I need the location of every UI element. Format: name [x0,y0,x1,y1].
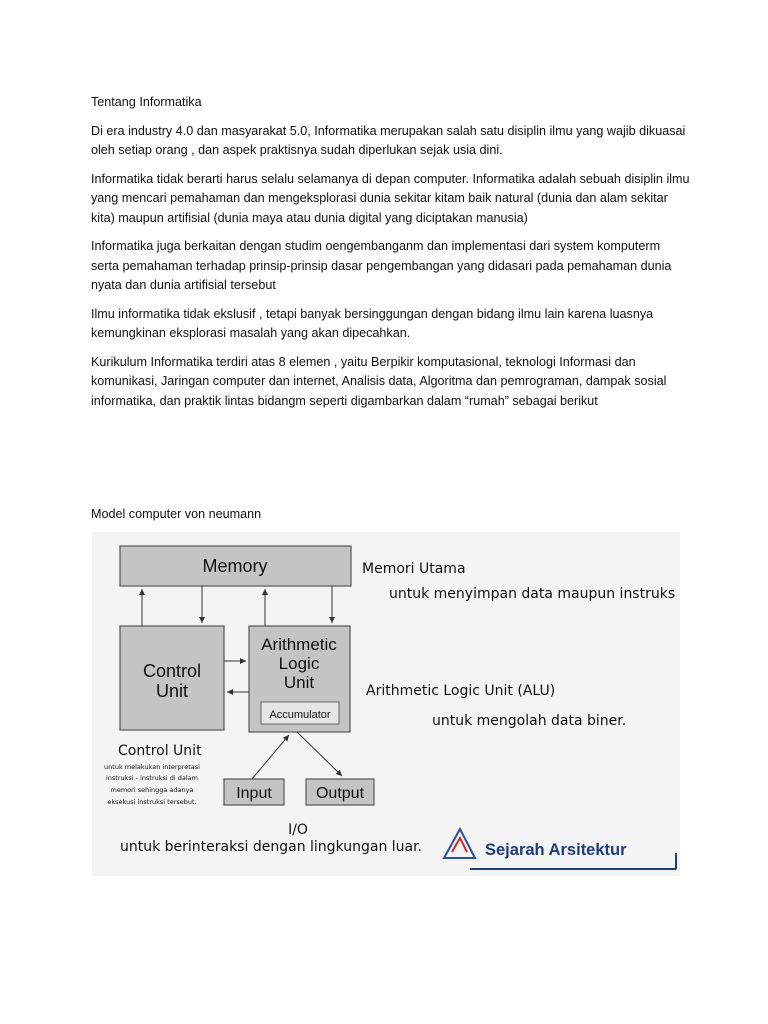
cu-desc-line3: memori sehingga adanya [110,786,194,794]
cu-title: Control Unit [118,743,202,759]
alu-label-line1: Arithmetic [261,635,337,654]
document-heading: Tentang Informatika [91,95,202,109]
alu-desc: untuk mengolah data biner. [432,713,627,729]
brand-name: Sejarah Arsitektur [485,841,627,859]
memori-desc: untuk menyimpan data maupun instruks [389,586,676,602]
cu-desc-line1: untuk melakukan interpretasi [104,763,200,771]
cu-desc-line2: instruksi - instruksi di dalam [106,774,198,782]
paragraph-4: Ilmu informatika tidak ekslusif , tetapi banyak bersinggungan dengan bidang ilmu lain karena luasnya kemungkinan eksplorasi masalah yang akan dipecahkan. [91,306,654,340]
paragraph-3: Informatika juga berkaitan dengan studim oengembanganm dan implementasi dari system komputerm serta pemahaman terhadap prinsip-prinsip dasar pengembangan yang didasari pada pemahaman dunia nyata dan dunia artifisial tersebut [91,239,672,292]
arrow-input-to-alu [252,735,289,779]
cu-desc-line4: eksekusi instruksi tersebut. [107,798,197,806]
document-body [91,93,691,420]
alu-title: Arithmetic Logic Unit (ALU) [366,683,556,699]
output-label: Output [315,785,365,802]
alu-label-line2: Logic [278,654,320,673]
paragraph-1: Di era industry 4.0 dan masyarakat 5.0, Informatika merupakan salah satu disiplin ilmu yang wajib dikuasai oleh setiap orang , dan aspek praktisnya sudah diperlukan sejak usia dini. [91,123,686,157]
von-neumann-diagram [92,532,680,876]
arrow-alu-to-output [297,732,342,776]
io-title: I/O [288,822,308,838]
alu-label-line3: Unit [283,673,315,692]
memori-title: Memori Utama [362,561,466,577]
memory-label: Memory [202,556,268,576]
brand-logo [444,829,676,869]
paragraph-5: Kurikulum Informatika terdiri atas 8 elemen , yaitu Berpikir komputasional, teknologi Informasi dan komunikasi, Jaringan computer dan internet, Analisis data, Algoritma dan pemrograman, dampak sosial informatika, dan praktik lintas bidangm seperti digambarkan dalam “rumah” sebagai berikut [91,354,667,408]
input-label: Input [236,785,272,802]
accumulator-label: Accumulator [269,709,331,721]
section-title: Model computer von neumann [91,507,262,521]
triangle-logo-icon [444,829,475,858]
von-neumann-figure [92,532,680,876]
io-desc: untuk berinteraksi dengan lingkungan luar. [120,839,423,855]
control-unit-label-line1: Control [142,661,202,681]
control-unit-label-line2: Unit [155,681,189,701]
paragraph-2: Informatika tidak berarti harus selalu selamanya di depan computer. Informatika adalah sebuah disiplin ilmu yang mencari pemahaman dan mengeksplorasi dunia sekitar kitam baik natural (dunia dan alam sekitar kita) maupun artifisial (dunia maya atau dunia digital yang diciptakan manusia) [91,171,690,225]
